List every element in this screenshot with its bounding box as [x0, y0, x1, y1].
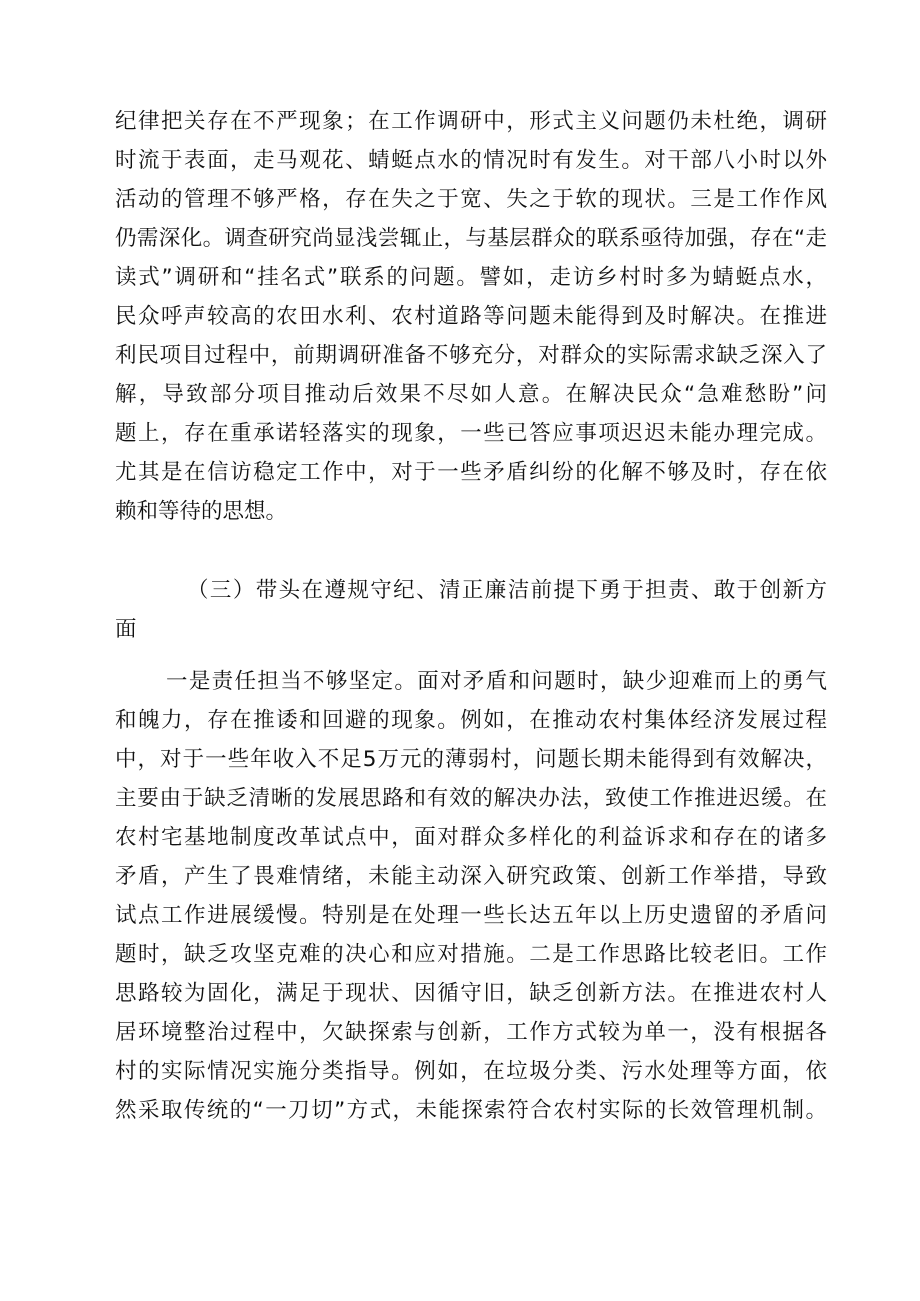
text-line: 然采取传统的“一刀切”方式，未能探索符合农村实际的长效管理机制。: [115, 1098, 827, 1123]
text-line: 和魄力，存在推诿和回避的现象。例如，在推动农村集体经济发展过程: [115, 708, 827, 733]
text-line: 试点工作进展缓慢。特别是在处理一些长达五年以上历史遗留的矛盾问: [115, 903, 827, 928]
text-line: 农村宅基地制度改革试点中，面对群众多样化的利益诉求和存在的诸多: [115, 825, 827, 850]
text-line: 题时，缺乏攻坚克难的决心和应对措施。二是工作思路比较老旧。工作: [115, 942, 827, 967]
text-line: 思路较为固化，满足于现状、因循守旧，缺乏创新方法。在推进农村人: [115, 981, 827, 1006]
text-line: 时流于表面，走马观花、蜻蜓点水的情况时有发生。对干部八小时以外: [115, 148, 827, 173]
section-heading-3: （三）带头在遵规守纪、清正廉洁前提下勇于担责、敢于创新方: [187, 578, 827, 603]
text-line: 活动的管理不够严格，存在失之于宽、失之于软的现状。三是工作作风: [115, 187, 827, 212]
text-line: 主要由于缺乏清晰的发展思路和有效的解决办法，致使工作推进迟缓。在: [115, 786, 827, 811]
text-line: 一是责任担当不够坚定。面对矛盾和问题时，缺少迎难而上的勇气: [166, 669, 827, 694]
text-line: 读式”调研和“挂名式”联系的问题。譬如，走访乡村时多为蜻蜓点水，: [115, 265, 827, 290]
text-line: 仍需深化。调查研究尚显浅尝辄止，与基层群众的联系亟待加强，存在“走: [115, 226, 827, 251]
text-line: 民众呼声较高的农田水利、农村道路等问题未能得到及时解决。在推进: [115, 304, 827, 329]
text-line: 利民项目过程中，前期调研准备不够充分，对群众的实际需求缺乏深入了: [115, 343, 827, 368]
text-line: 题上，存在重承诺轻落实的现象，一些已答应事项迟迟未能办理完成。: [115, 421, 827, 446]
text-line: 居环境整治过程中，欠缺探索与创新，工作方式较为单一，没有根据各: [115, 1020, 827, 1045]
text-line: 尤其是在信访稳定工作中，对于一些矛盾纠纷的化解不够及时，存在依: [115, 460, 827, 485]
text-line: 中，对于一些年收入不足5万元的薄弱村，问题长期未能得到有效解决，: [115, 747, 827, 772]
section-heading-3-continued: 面: [115, 617, 137, 642]
text-line: 赖和等待的思想。: [115, 499, 288, 524]
text-line: 解，导致部分项目推动后效果不尽如人意。在解决民众“急难愁盼”问: [115, 382, 827, 407]
text-line: 纪律把关存在不严现象；在工作调研中，形式主义问题仍未杜绝，调研: [115, 109, 827, 134]
text-line: 矛盾，产生了畏难情绪，未能主动深入研究政策、创新工作举措，导致: [115, 864, 827, 889]
text-line: 村的实际情况实施分类指导。例如，在垃圾分类、污水处理等方面，依: [115, 1059, 827, 1084]
